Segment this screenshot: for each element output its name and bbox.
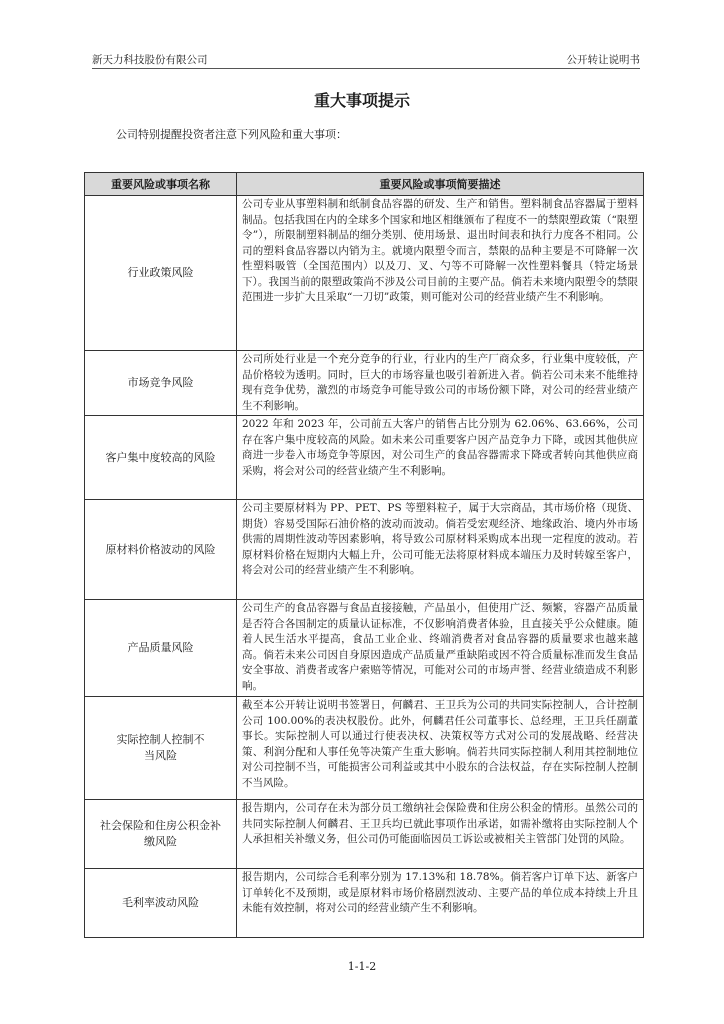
page-number: 1-1-2	[347, 960, 377, 973]
table-row	[85, 869, 644, 938]
page-header	[92, 46, 640, 69]
risk-name: 社会保险和住房公积金补缴风险	[85, 800, 237, 869]
page-title: 重大事项提示	[313, 91, 410, 110]
header-doc-type: 公开转让说明书	[566, 54, 640, 66]
risk-name: 原材料价格波动的风险	[85, 500, 237, 600]
risk-name: 毛利率波动风险	[85, 869, 237, 938]
column-header-name: 重要风险或事项名称	[85, 173, 237, 196]
header-company: 新天力科技股份有限公司	[92, 54, 208, 66]
risk-desc: 公司主要原材料为 PP、PET、PS 等塑料粒子，属于大宗商品，其市场价格（现货、期货）容易受国际石油价格的波动而波动。倘若受宏观经济、地缘政治、境内外市场供需的周期性波动等因素影响，将导致公司原材料采购成本出现一定程度的波动。若原材料价格在短期内大幅上升，公司可能无法将原材料成本端压力及时转嫁至客户，将会对公司的经营业绩产生不利影响。	[237, 500, 644, 600]
risk-desc: 报告期内，公司综合毛利率分别为 17.13%和 18.78%。倘若客户订单下达、新客户订单转化不及预期，或是原材料市场价格剧烈波动、主要产品的单位成本持续上升且未能有效控制，将对公司的经营业绩产生不利影响。	[237, 869, 644, 938]
risk-name: 客户集中度较高的风险	[85, 416, 237, 500]
table-header-row	[85, 173, 644, 196]
risk-desc: 截至本公开转让说明书签署日，何麟君、王卫兵为公司的共同实际控制人，合计控制公司 100.00%的表决权股份。此外，何麟君任公司董事长、总经理，王卫兵任副董事长。实际控制人可以通过行使表决权、决策权等方式对公司的发展战略、经营决策、利润分配和人事任免等决策产生重大影响。倘若共同实际控制人利用其控制地位对公司控制不当，可能损害公司利益或其中小股东的合法权益，存在实际控制人控制不当风险。	[237, 697, 644, 800]
column-header-desc: 重要风险或事项简要描述	[237, 173, 644, 196]
risk-desc: 公司专业从事塑料制和纸制食品容器的研发、生产和销售。塑料制食品容器属于塑料制品。包括我国在内的全球多个国家和地区相继颁布了程度不一的禁限塑政策（“限塑令”），所限制塑料制品的细分类别、使用场景、退出时间表和执行力度各不相同。公司的塑料食品容器以内销为主。就境内限塑令而言，禁限的品种主要是不可降解一次性塑料吸管（全国范围内）以及刀、叉、勺等不可降解一次性塑料餐具（特定场景下）。我国当前的限塑政策尚不涉及公司目前的主要产品。倘若未来境内限塑令的禁限范围进一步扩大且采取“一刀切”政策，则可能对公司的经营业绩产生不利影响。	[237, 196, 644, 351]
risk-desc: 公司生产的食品容器与食品直接接触，产品虽小，但使用广泛、频繁，容器产品质量是否符合各国制定的质量认证标准，不仅影响消费者体验，且直接关乎公众健康。随着人民生活水平提高，食品工业企业、终端消费者对食品容器的质量要求也越来越高。倘若未来公司因自身原因造成产品质量严重缺陷或因不符合质量标准而发生食品安全事故、消费者或客户索赔等情况，可能对公司的市场声誉、经营业绩造成不利影响。	[237, 600, 644, 697]
risk-desc: 报告期内，公司存在未为部分员工缴纳社会保险费和住房公积金的情形。虽然公司的共同实际控制人何麟君、王卫兵均已就此事项作出承诺，如需补缴将由实际控制人个人承担相关补缴义务，但公司仍可能面临因员工诉讼或被相关主管部门处罚的风险。	[237, 800, 644, 869]
risk-table	[84, 172, 644, 938]
risk-desc: 2022 年和 2023 年，公司前五大客户的销售占比分别为 62.06%、63.66%，公司存在客户集中度较高的风险。如未来公司重要客户因产品竞争力下降，或因其他供应商进一步卷入市场竞争等原因，对公司生产的食品容器需求下降或者转向其他供应商采购，将会对公司的经营业绩产生不利影响。	[237, 416, 644, 500]
table-row	[85, 196, 644, 351]
intro-text: 公司特别提醒投资者注意下列风险和重大事项：	[116, 128, 347, 141]
risk-name: 市场竞争风险	[85, 351, 237, 416]
table-row	[85, 351, 644, 416]
table-row	[85, 800, 644, 869]
table-row	[85, 416, 644, 500]
table-row	[85, 697, 644, 800]
risk-name: 产品质量风险	[85, 600, 237, 697]
table-row	[85, 600, 644, 697]
risk-name: 行业政策风险	[85, 196, 237, 351]
risk-desc: 公司所处行业是一个充分竞争的行业，行业内的生产厂商众多，行业集中度较低，产品价格较为透明。同时，巨大的市场容量也吸引着新进入者。倘若公司未来不能维持现有竞争优势，激烈的市场竞争可能导致公司的市场份额下降，对公司的经营业绩产生不利影响。	[237, 351, 644, 416]
risk-name: 实际控制人控制不当风险	[85, 697, 237, 800]
table-row	[85, 500, 644, 600]
